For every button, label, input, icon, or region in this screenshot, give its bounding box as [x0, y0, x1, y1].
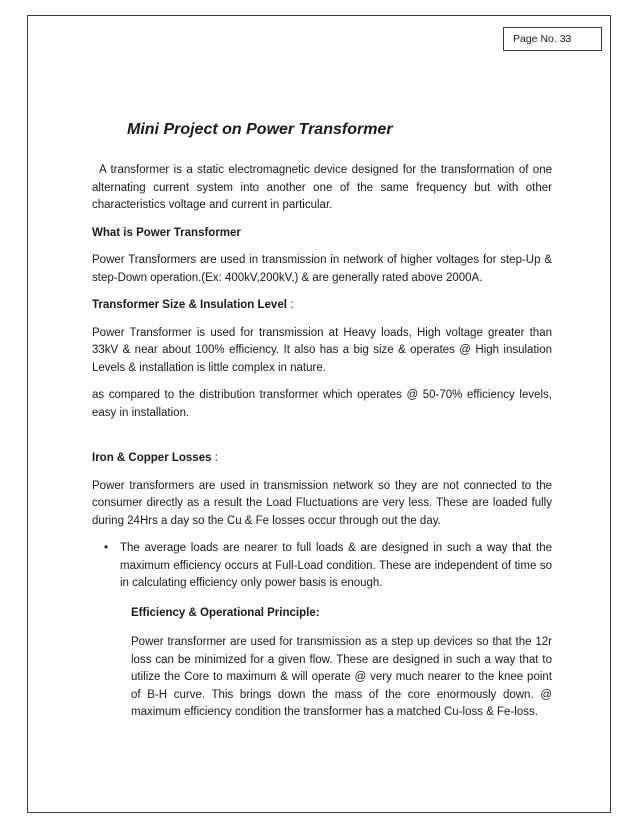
- document-body: [92, 120, 552, 722]
- size-insulation-heading: [92, 297, 552, 315]
- bullet-item: [104, 540, 552, 593]
- bullet-icon: •: [104, 542, 109, 554]
- bullet-text: The average loads are nearer to full loads & are designed in such a way that the maximum efficiency occurs at Full-Load condition. These are independent of time so in calculating efficiency only power basis is enough.: [120, 542, 552, 589]
- efficiency-heading: Efficiency & Operational Principle:: [131, 606, 320, 619]
- what-is-paragraph: Power Transformers are used in transmission in network of higher voltages for step-Up & step-Down operation.(Ex: 400kV,200kV,) & are generally rated above 2000A.: [92, 254, 552, 284]
- losses-heading: [92, 450, 552, 468]
- page-number: Page No. 33: [503, 27, 602, 51]
- size-insulation-heading-suffix: :: [286, 299, 294, 311]
- size-insulation-paragraph: Power Transformer is used for transmission at Heavy loads, High voltage greater than 33kV & near about 100% efficiency. It also has a big size & operates @ High insulation Levels & installation is little complex in nature.: [92, 326, 552, 374]
- comparison-paragraph: as compared to the distribution transformer which operates @ 50-70% efficiency levels, easy in installation.: [92, 389, 552, 419]
- efficiency-paragraph: Power transformer are used for transmission as a step up devices so that the 12r loss can be minimized for a given flow. These are designed in such a way that to utilize the Core to maximum & will operate @ very much nearer to the knee point of B-H curve. This brings down the mass of the core enormously down. @ maximum efficiency condition the transformer has a matched Cu-loss & Fe-loss.: [131, 636, 552, 718]
- losses-paragraph: Power transformers are used in transmission network so they are not connected to the consumer directly as a result the Load Fluctuations are very less. These are loaded fully during 24Hrs a day so the Cu & Fe losses occur through out the day.: [92, 479, 552, 527]
- size-insulation-heading-text: Transformer Size & Insulation Level: [92, 299, 287, 311]
- what-is-heading: What is Power Transformer: [92, 226, 241, 239]
- intro-paragraph: A transformer is a static electromagnetic device designed for the transformation of one alternating current system into another one of the same frequency but with other characteristics voltage and current in particular.: [92, 164, 552, 211]
- losses-heading-suffix: :: [211, 452, 218, 464]
- efficiency-section: [131, 605, 552, 722]
- losses-heading-text: Iron & Copper Losses: [92, 452, 212, 464]
- document-title: Mini Project on Power Transformer: [127, 121, 393, 138]
